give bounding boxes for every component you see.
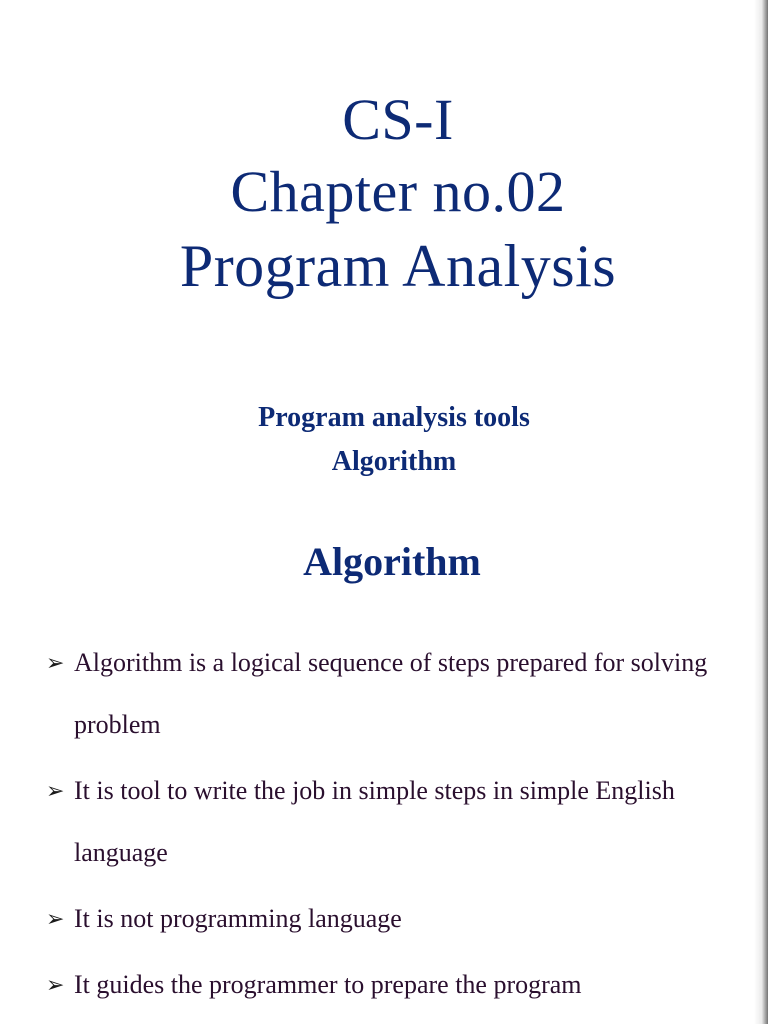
bullet-text: Algorithm is a logical sequence of steps prepared for solving problem [74,648,708,739]
subtitle-block [0,396,768,484]
list-item [46,760,746,884]
arrow-bullet-icon: ➢ [46,906,65,931]
chapter-title: Chapter no.02 [230,159,566,224]
list-item [46,888,746,950]
arrow-bullet-icon: ➢ [46,650,65,675]
course-title: CS-I [342,87,454,152]
list-item [46,954,746,1016]
topic-title: Program Analysis [179,233,617,299]
subtitle-tools: Program analysis tools [258,402,530,433]
subtitle-algorithm: Algorithm [331,446,457,477]
bullet-text: It is not programming language [74,904,402,933]
arrow-bullet-icon: ➢ [46,972,65,997]
bullet-list [46,632,746,1020]
page-edge-shadow [754,0,768,1024]
bullet-text: It is tool to write the job in simple steps in simple English language [74,776,675,867]
arrow-bullet-icon: ➢ [46,778,65,803]
list-item [46,632,746,756]
title-block [0,84,768,304]
section-heading: Algorithm [303,539,481,584]
bullet-text: It guides the programmer to prepare the program [74,970,582,999]
